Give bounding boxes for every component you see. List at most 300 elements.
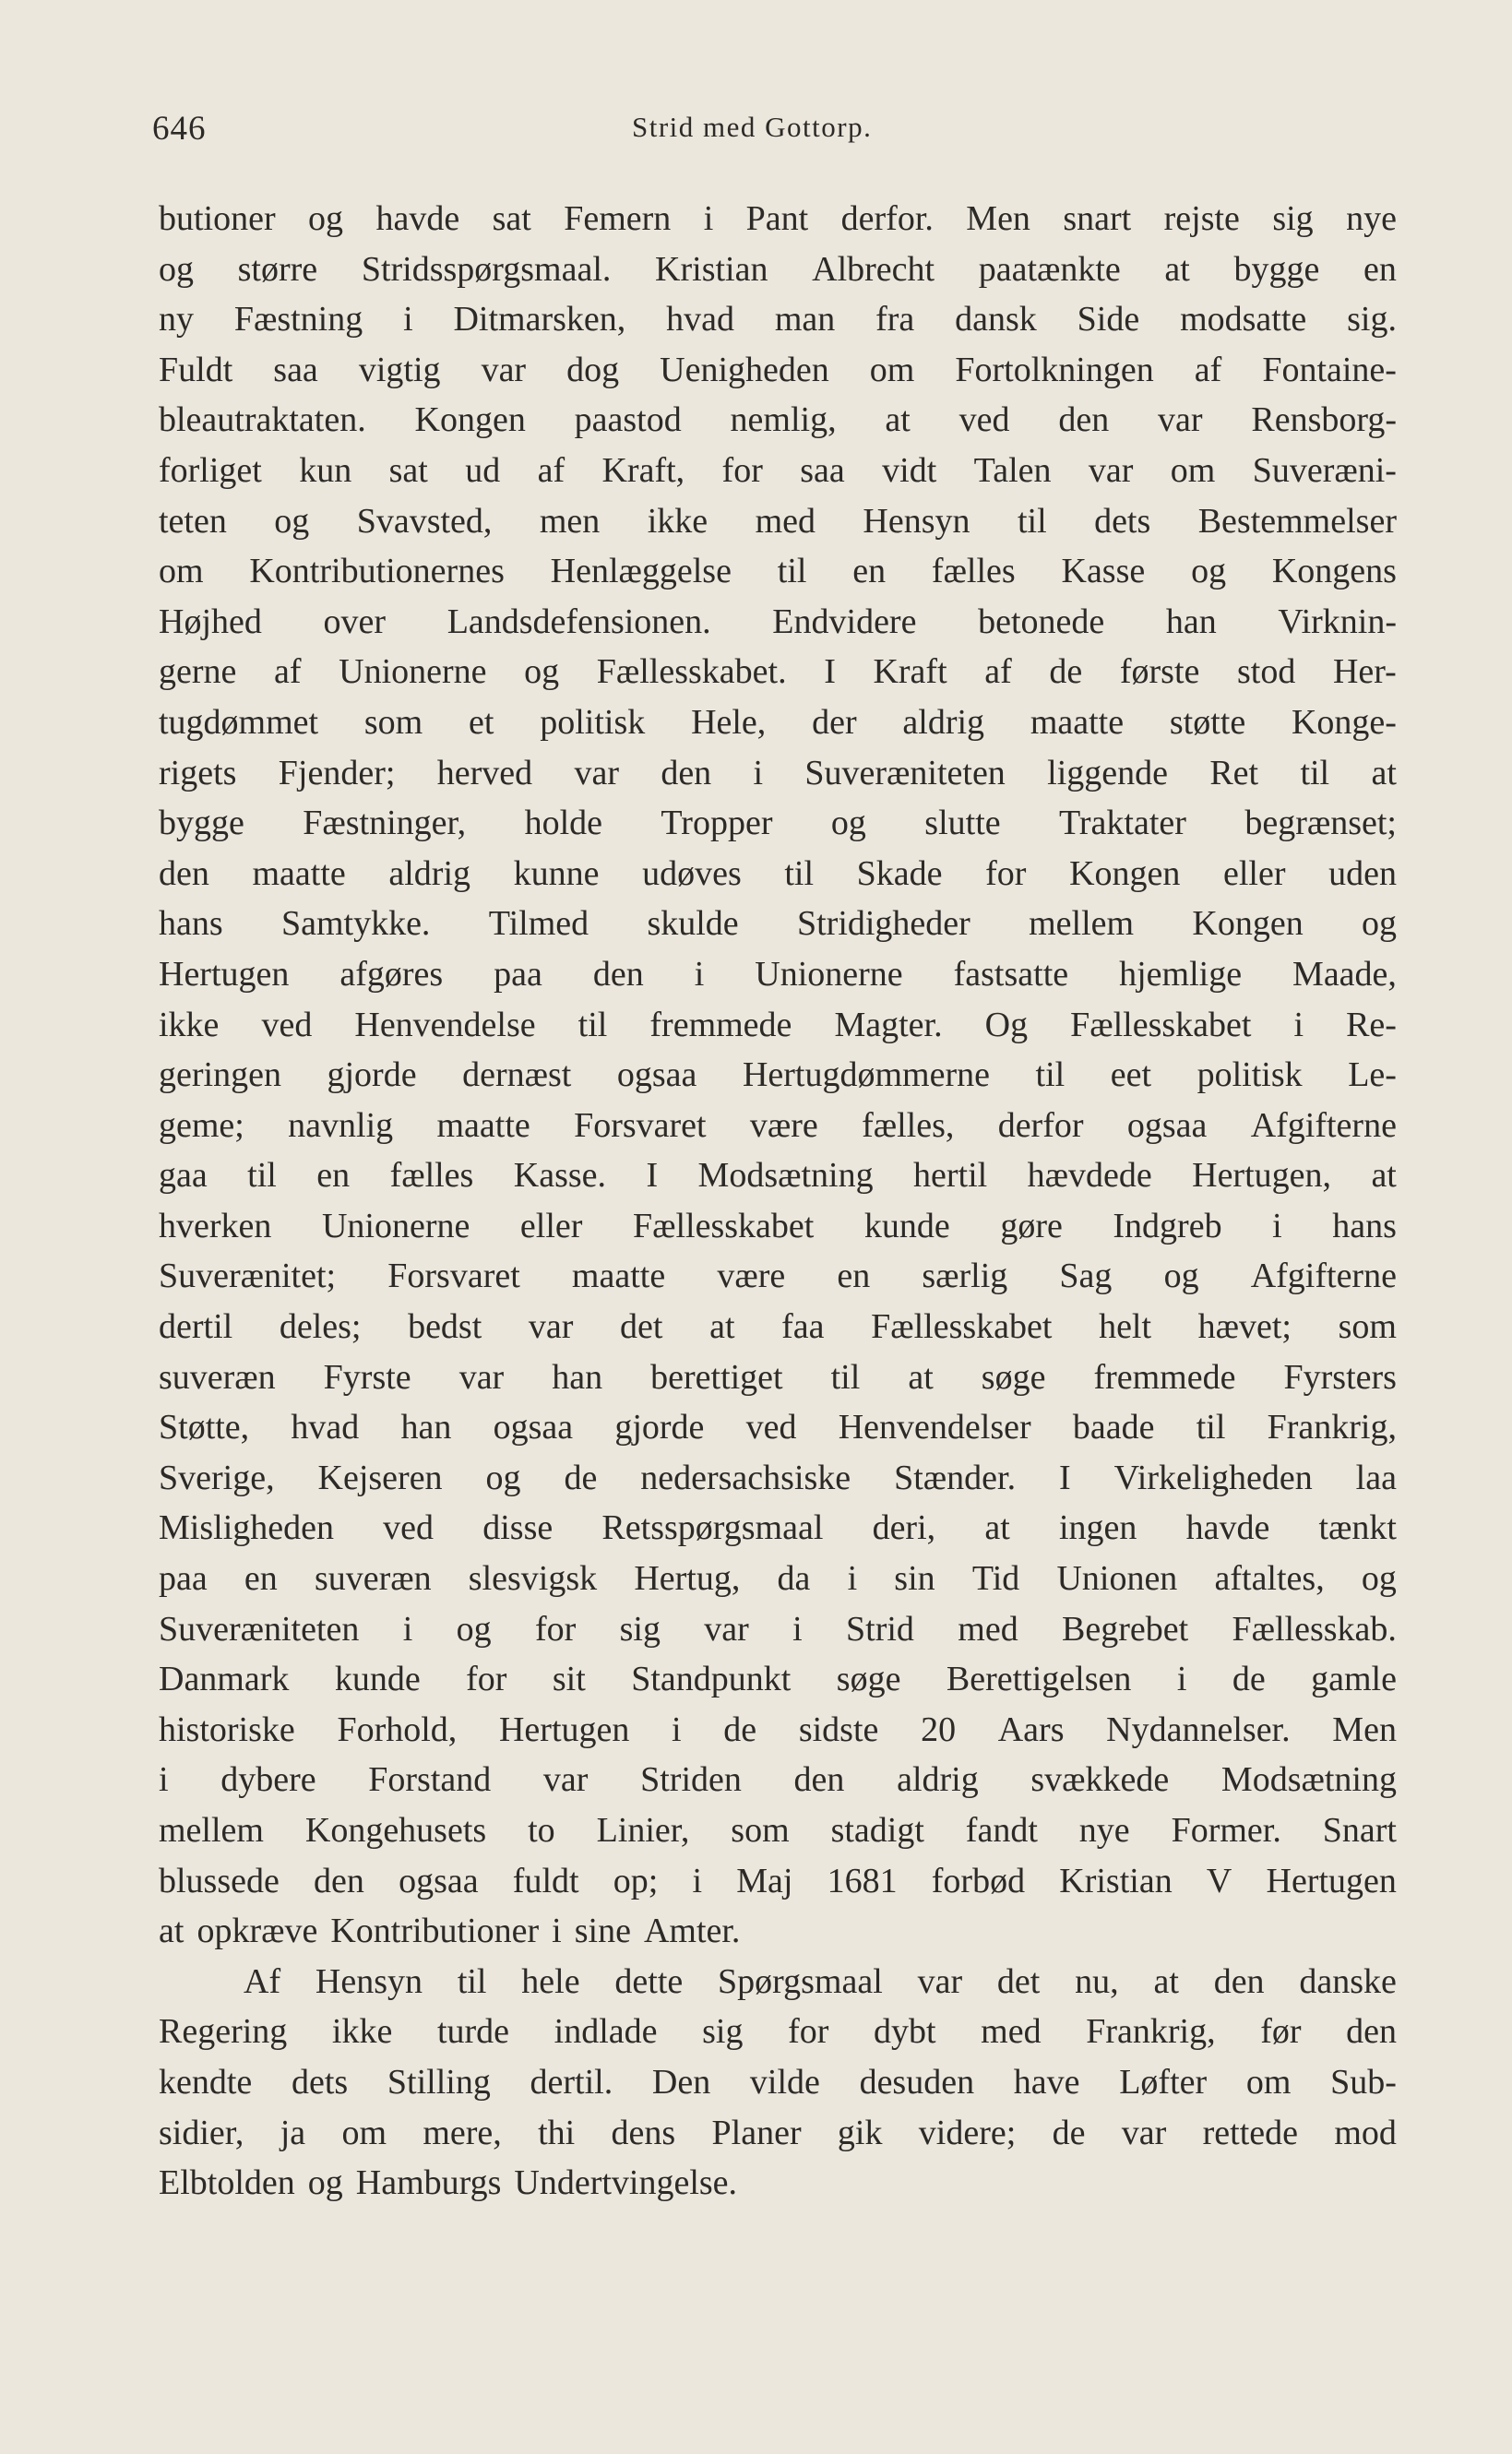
word: have [1013,2062,1080,2102]
word: ved [958,400,1010,440]
word: at [159,1912,185,1951]
word: fælles [931,552,1016,591]
word: uden [1328,853,1397,893]
word: en [837,1257,871,1296]
running-head [152,109,1398,155]
word: være [717,1257,786,1296]
word: Begrebet [1062,1609,1189,1649]
word: Fyrsters [1283,1357,1397,1397]
word: vilde [749,2062,820,2102]
word: hele [521,1961,580,2001]
word: dens [611,2113,676,2152]
word: sat [388,450,428,490]
text-line [159,1957,1397,2007]
word: som [1338,1307,1397,1347]
word: Bestemmelser [1197,501,1397,541]
word: op; [613,1861,659,1900]
word: Amter. [643,1912,741,1951]
word: Le- [1348,1055,1397,1095]
word: fra [875,300,915,340]
word: dansk [955,300,1037,340]
word: fremmede [649,1005,792,1044]
word: navnlig [288,1105,394,1145]
word: hvad [666,300,734,340]
word: til [1196,1408,1226,1447]
word: Hertugen [1266,1861,1397,1900]
word: Fortolkningen [955,350,1154,389]
word: til [830,1357,861,1397]
word: den [1346,2012,1397,2052]
text-line [159,1302,1397,1352]
word: og [830,804,866,843]
word: gøre [1000,1206,1063,1245]
word: en [244,1559,278,1599]
text-line [159,1906,1397,1957]
word: støtte [1169,702,1246,742]
word: om [341,2113,387,2152]
word: i [672,1709,682,1749]
word: Kongen [414,400,526,440]
word: paa [159,1559,208,1599]
word: Forsvaret [574,1105,707,1145]
word: Kasse [1061,552,1146,591]
word: sine [574,1912,631,1951]
word: Femern [564,199,672,238]
text-line [159,2108,1397,2159]
word: ikke [331,2012,393,2052]
word: Konge- [1291,702,1397,742]
word: to [528,1811,555,1850]
word: Men [1332,1709,1397,1749]
text-line [159,2158,1397,2209]
body-text [159,194,1397,2209]
word: at [1371,1156,1397,1196]
word: de [723,1709,757,1749]
word: til [1300,753,1330,792]
word: sit [552,1660,586,1699]
word: deles; [279,1307,362,1347]
text-line [159,1150,1397,1201]
word: af [274,652,302,692]
word: sig [619,1609,661,1649]
word: Den [651,2062,711,2102]
word: og [1191,552,1227,591]
word: dette [614,1961,684,2001]
word: deri, [872,1508,936,1548]
word: i [1176,1660,1187,1699]
text-line [159,748,1397,799]
word: dybere [220,1760,316,1800]
word: og [485,1458,521,1497]
word: Ditmarsken, [453,300,626,340]
word: Indgreb [1113,1206,1222,1245]
text-line [159,546,1397,597]
word: hertil [913,1156,988,1196]
word: eller [519,1206,583,1245]
text-line [159,2057,1397,2108]
word: af [1194,350,1222,389]
word: thi [538,2113,576,2152]
word: Svavsted, [356,501,493,541]
word: herved [436,753,533,792]
word: indlade [554,2012,658,2052]
word: Forstand [368,1760,492,1800]
word: geme; [159,1105,244,1145]
word: disse [482,1508,554,1548]
word: i [703,199,714,238]
word: suveræn [159,1357,276,1397]
word: om [1245,2062,1292,2102]
word: i [692,1861,703,1900]
text-line [159,1050,1397,1101]
word: tugdømmet [159,702,319,742]
word: den [159,853,209,893]
word: mere, [423,2113,502,2152]
word: vigtig [358,350,441,389]
word: i [552,1912,562,1951]
word: aldrig [902,702,985,742]
word: Tropper [661,804,773,843]
word: derfor. [840,199,934,238]
word: sidste [798,1709,879,1749]
word: Regering [159,2012,288,2052]
word: ved [261,1005,313,1044]
word: Unionerne [339,652,487,692]
text-line [159,1503,1397,1554]
word: politisk [540,702,646,742]
word: Kasse. [513,1156,607,1196]
word: til [247,1156,277,1196]
text-line [159,849,1397,899]
word: derfor [997,1105,1084,1145]
word: de [1232,1660,1266,1699]
word: Sag [1059,1257,1113,1296]
word: Henvendelse [354,1005,536,1044]
word: en [1363,249,1397,289]
word: Tilmed [488,904,589,944]
word: om [159,552,204,591]
text-line [159,1000,1397,1051]
word: dertil. [530,2062,613,2102]
word: sig. [1347,300,1397,340]
word: butioner [159,199,276,238]
word: nye [1346,199,1397,238]
word: nemlig, [730,400,837,440]
text-line [159,1201,1397,1252]
word: helt [1099,1307,1152,1347]
word: Side [1077,300,1140,340]
word: Albrecht [812,249,935,289]
word: Talen [973,450,1052,490]
word: maatte [252,853,346,893]
word: saa [800,450,845,490]
word: Virknin- [1278,602,1397,641]
word: holde [524,804,603,843]
word: Virkeligheden [1113,1458,1313,1497]
word: paatænkte [978,249,1121,289]
word: han [1165,602,1217,641]
word: ny [159,300,194,340]
text-line [159,647,1397,697]
word: var [458,1357,505,1397]
word: Snart [1322,1811,1397,1850]
word: de [1052,2113,1086,2152]
word: Strid [846,1609,914,1649]
word: Fællesskabet [871,1307,1053,1347]
word: Fællesskabet. [596,652,787,692]
word: gamle [1311,1660,1397,1699]
word: være [749,1105,818,1145]
word: nye [1078,1811,1130,1850]
word: Her- [1332,652,1397,692]
word: skulde [647,904,739,944]
word: paastod [574,400,682,440]
word: Stridigheder [796,904,970,944]
word: historiske [159,1709,295,1749]
word: Henlæggelse [550,552,732,591]
word: Maade, [1292,954,1397,994]
word: Modsætning [697,1156,874,1196]
word: Afgifterne [1250,1257,1397,1296]
word: Henvendelser [838,1408,1031,1447]
word: i [792,1609,803,1649]
word: at [984,1508,1010,1548]
word: fandt [965,1811,1038,1850]
word: Kongen [1069,853,1181,893]
word: og [456,1609,492,1649]
word: slutte [924,804,1001,843]
word: politisk [1197,1055,1303,1095]
word: med [958,1609,1018,1649]
word: kunne [513,853,600,893]
word: nu, [1075,1961,1119,2001]
word: faa [781,1307,825,1347]
word: Aars [997,1709,1065,1749]
text-line [159,1856,1397,1907]
word: Berettigelsen [946,1660,1132,1699]
word: at [709,1307,735,1347]
word: dertil [159,1307,233,1347]
word: at [1371,753,1397,792]
word: videre; [918,2113,1017,2152]
word: Misligheden [159,1508,334,1548]
text-line [159,446,1397,496]
word: fælles [389,1156,474,1196]
word: Magter. [834,1005,943,1044]
word: Rensborg- [1251,400,1397,440]
word: turde [436,2012,510,2052]
word: bedst [408,1307,482,1347]
word: Landsdefensionen. [446,602,711,641]
word: ikke [647,501,708,541]
text-line [159,1352,1397,1403]
word: dog [566,350,620,389]
word: af [984,652,1012,692]
word: I [646,1156,659,1196]
word: havde [1185,1508,1270,1548]
word: hans [1332,1206,1397,1245]
word: med [755,501,816,541]
word: var [542,1760,589,1800]
word: Ret [1209,753,1259,792]
word: dets [1094,501,1151,541]
text-line [159,949,1397,1000]
word: I [1059,1458,1071,1497]
word: og [308,199,344,238]
word: maatte [436,1105,530,1145]
word: bygge [1233,249,1320,289]
text-line [159,294,1397,345]
word: Kraft [873,652,947,692]
text-line [159,1755,1397,1805]
word: fremmede [1093,1357,1236,1397]
word: Afgifterne [1250,1105,1397,1145]
word: og [307,2163,343,2203]
word: Højhed [159,602,262,641]
word: en [852,552,887,591]
word: Kraft, [601,450,685,490]
text-line [159,194,1397,244]
word: for [788,2012,829,2052]
word: med [981,2012,1042,2052]
word: eet [1110,1055,1152,1095]
word: Fontaine- [1262,350,1397,389]
word: var [528,1307,574,1347]
text-line [159,395,1397,446]
word: Hertugen [159,954,290,994]
text-line [159,798,1397,849]
word: var [1158,400,1203,440]
word: som [363,702,423,742]
word: ogsaa [493,1408,574,1447]
word: de [564,1458,598,1497]
word: saa [273,350,318,389]
word: modsatte [1180,300,1307,340]
word: sin [894,1559,935,1599]
word: Hertugen, [1192,1156,1332,1196]
word: Løfter [1119,2062,1208,2102]
word: i [1272,1206,1282,1245]
text-line [159,597,1397,648]
word: Planer [711,2113,802,2152]
word: i [847,1559,858,1599]
word: fælles, [862,1105,955,1145]
word: for [985,853,1027,893]
word: gerne [159,652,237,692]
word: Unionerne [755,954,903,994]
word: Linier, [596,1811,690,1850]
word: fuldt [512,1861,579,1900]
word: og [159,249,194,289]
word: første [1119,652,1200,692]
word: stod [1237,652,1296,692]
word: Maj [736,1861,793,1900]
word: de [1049,652,1083,692]
word: bleautraktaten. [159,400,366,440]
text-line [159,1805,1397,1856]
word: en [316,1156,351,1196]
text-line [159,1453,1397,1504]
word: for [721,450,763,490]
word: da [777,1559,811,1599]
word: søge [836,1660,901,1699]
word: mellem [1029,904,1135,944]
word: geringen [159,1055,281,1095]
text-line [159,1554,1397,1604]
word: gjorde [327,1055,417,1095]
text-line [159,1402,1397,1453]
word: Hele, [691,702,767,742]
word: havde [375,199,460,238]
word: Suveræni- [1252,450,1397,490]
word: forliget [159,450,262,490]
word: hævdede [1027,1156,1152,1196]
word: den [1213,1961,1265,2001]
word: slesvigsk [468,1559,598,1599]
word: ved [745,1408,797,1447]
word: aftaltes, [1214,1559,1325,1599]
word: Hensyn [863,501,970,541]
word: gjorde [614,1408,705,1447]
word: gaa [159,1156,208,1196]
word: sig [702,2012,744,2052]
word: var [704,1609,749,1649]
word: Sverige, [159,1458,275,1497]
word: søge [981,1357,1046,1397]
word: 20 [921,1709,957,1749]
word: men [539,501,601,541]
word: som [731,1811,790,1850]
word: liggende [1047,753,1168,792]
word: af [537,450,566,490]
word: til [457,1961,487,2001]
word: og [1361,1559,1397,1599]
word: til [784,853,815,893]
word: Retsspørgsmaal [601,1508,824,1548]
word: Suverænitet; [159,1257,337,1296]
text-line [159,1251,1397,1302]
word: forbød [931,1861,1026,1900]
word: Kongens [1271,552,1397,591]
word: Sub- [1330,2062,1397,2102]
word: rigets [159,753,237,792]
word: Kristian [1059,1861,1173,1900]
word: bygge [159,804,244,843]
word: hjemlige [1119,954,1243,994]
word: i [159,1760,169,1800]
word: sat [492,199,531,238]
word: ikke [159,1005,220,1044]
word: Nydannelser. [1106,1709,1291,1749]
word: Kejseren [317,1458,443,1497]
word: Kongehusets [304,1811,487,1850]
word: Suveræniteten [159,1609,360,1649]
word: betonede [978,602,1105,641]
word: desuden [859,2062,975,2102]
word: at [885,400,911,440]
word: berettiget [650,1357,783,1397]
word: V [1206,1861,1232,1900]
word: der [812,702,857,742]
word: i [402,1609,413,1649]
text-line [159,345,1397,396]
word: vidt [882,450,937,490]
word: baade [1072,1408,1155,1447]
word: udøves [642,853,742,893]
word: Tid [971,1559,1020,1599]
word: sig [1272,199,1314,238]
text-line [159,697,1397,748]
